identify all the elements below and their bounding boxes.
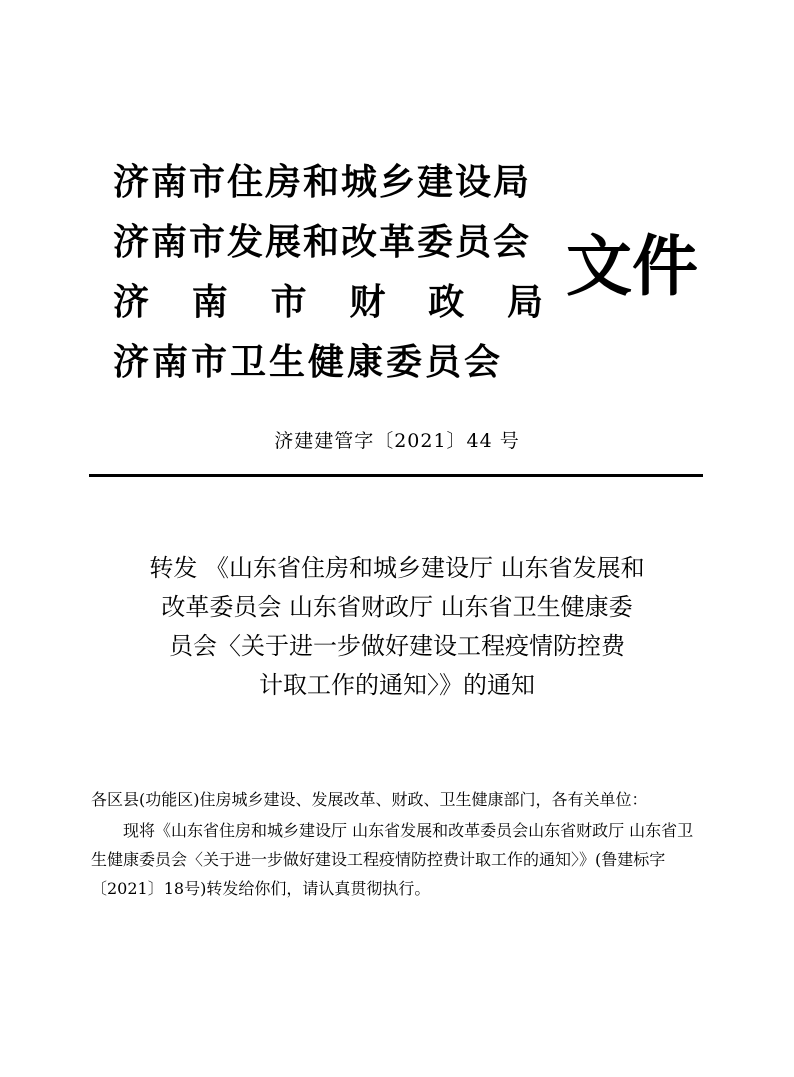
issuer-name: 济南市卫生健康委员会 [113, 341, 504, 383]
issuer-name [113, 272, 543, 332]
title-line: 改革委员会 山东省财政厅 山东省卫生健康委 [161, 593, 633, 621]
issuer-char: 财 [349, 281, 386, 323]
document-type-label: 文件 [566, 227, 698, 305]
title-line: 员会〈关于进一步做好建设工程疫情防控费 [169, 632, 625, 660]
salutation: 各区县(功能区)住房城乡建设、发展改革、财政、卫生健康部门，各有关单位： [91, 790, 648, 809]
issuer-char: 南 [191, 281, 228, 323]
issuer-name: 济南市发展和改革委员会 [113, 221, 532, 263]
issuer-char: 政 [428, 281, 465, 323]
body-paragraph: 现将《山东省住房和城乡建设厅 山东省发展和改革委员会山东省财政厅 山东省卫生健康委员会〈关于进一步做好建设工程疫情防控费计取工作的通知〉》(鲁建标字〔2021〕18号)转发给你们，请认真贯彻执行。 [91, 821, 694, 898]
issuer-block [113, 152, 543, 392]
document-title [60, 549, 734, 705]
header-divider [89, 474, 703, 477]
issuer-char: 局 [506, 281, 543, 323]
issuer-name: 济南市住房和城乡建设局 [113, 161, 532, 203]
issuer-char: 济 [113, 281, 150, 323]
document-body [91, 785, 707, 903]
title-line: 转发 《山东省住房和城乡建设厅 山东省发展和 [149, 554, 645, 582]
document-number: 济建建管字〔2021〕44 号 [274, 430, 520, 452]
title-line: 计取工作的通知〉》的通知 [259, 671, 535, 699]
issuer-char: 市 [270, 281, 307, 323]
